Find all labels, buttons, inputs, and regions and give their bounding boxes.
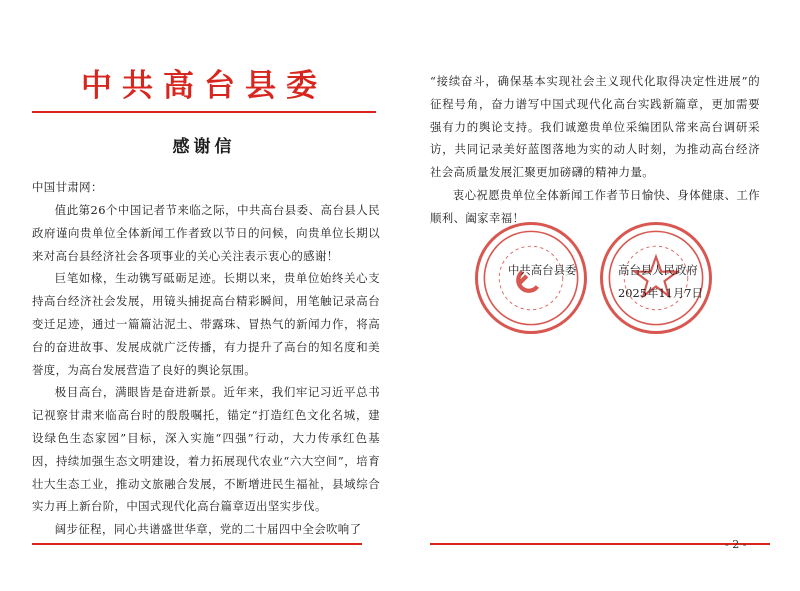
letter-title: 感谢信 — [172, 137, 236, 157]
paragraph: 巨笔如椽，生动镌写砥砺足迹。长期以来，贵单位始终关心支持高台经济社会发展，用镜头捕捉高台精彩瞬间，用笔触记录高台变迁足迹，通过一篇篇沾泥土、带露珠、冒热气的新闻力作，将高台的奋进故事、发展成就广泛传播，有力提升了高台的知名度和美誉度，为高台发展营造了良好的舆论氛围。 — [32, 271, 380, 377]
letter-body-left — [32, 199, 380, 541]
footer-rule-right — [430, 543, 770, 545]
party-seal-stamp — [475, 222, 587, 334]
footer-rule-left — [32, 543, 362, 545]
letter-page-left — [18, 0, 390, 591]
paragraph: 衷心祝愿贵单位全体新闻工作者节日愉快、身体健康、工作顺利、阖家幸福！ — [430, 187, 760, 225]
paragraph: 阔步征程，同心共谱盛世华章，党的二十届四中全会吹响了 — [54, 522, 362, 537]
paragraph: 极目高台，满眼皆是奋进新景。近年来，我们牢记习近平总书记视察甘肃来临高台时的殷殷嘱托，锚定“打造红色文化名城，建设绿色生态家园”目标，深入实施“四强”行动，大力传承红色基因，持续加强生态文明建设，着力拓展现代农业“六大空间”，培育壮大生态工业，推动文旅融合发展，不断增进民生福祉，县域综合实力再上新台阶，中国式现代化高台篇章迈出坚实步伐。 — [32, 385, 380, 514]
letter-body-right — [430, 70, 760, 230]
paragraph: 值此第26个中国记者节来临之际，中共高台县委、高台县人民政府谨向贵单位全体新闻工作者致以节日的问候，向贵单位长期以来对高台县经济社会各项事业的关心关注表示衷心的感谢！ — [32, 203, 380, 263]
page-number: - 2 - — [725, 538, 747, 551]
government-seal-stamp — [600, 222, 712, 334]
signature-government: 高台县人民政府 — [618, 263, 698, 277]
letter-salutation: 中国甘肃网： — [32, 180, 103, 194]
signature-party: 中共高台县委 — [508, 263, 577, 277]
letterhead-title: 中共高台县委 — [81, 68, 327, 104]
paragraph: “接续奋斗，确保基本实现社会主义现代化取得决定性进展”的征程号角，奋力谱写中国式现代化高台实践新篇章，更加需要强有力的舆论支持。我们诚邀贵单位采编团队常来高台调研采访，共同记录美好蓝图落地为实的动人时刻，为推动高台经济社会高质量发展汇聚更加磅礴的精神力量。 — [430, 74, 760, 180]
letterhead-rule — [32, 111, 376, 113]
signature-date: 2025年11月7日 — [618, 286, 703, 300]
letter-page-right — [410, 0, 782, 591]
